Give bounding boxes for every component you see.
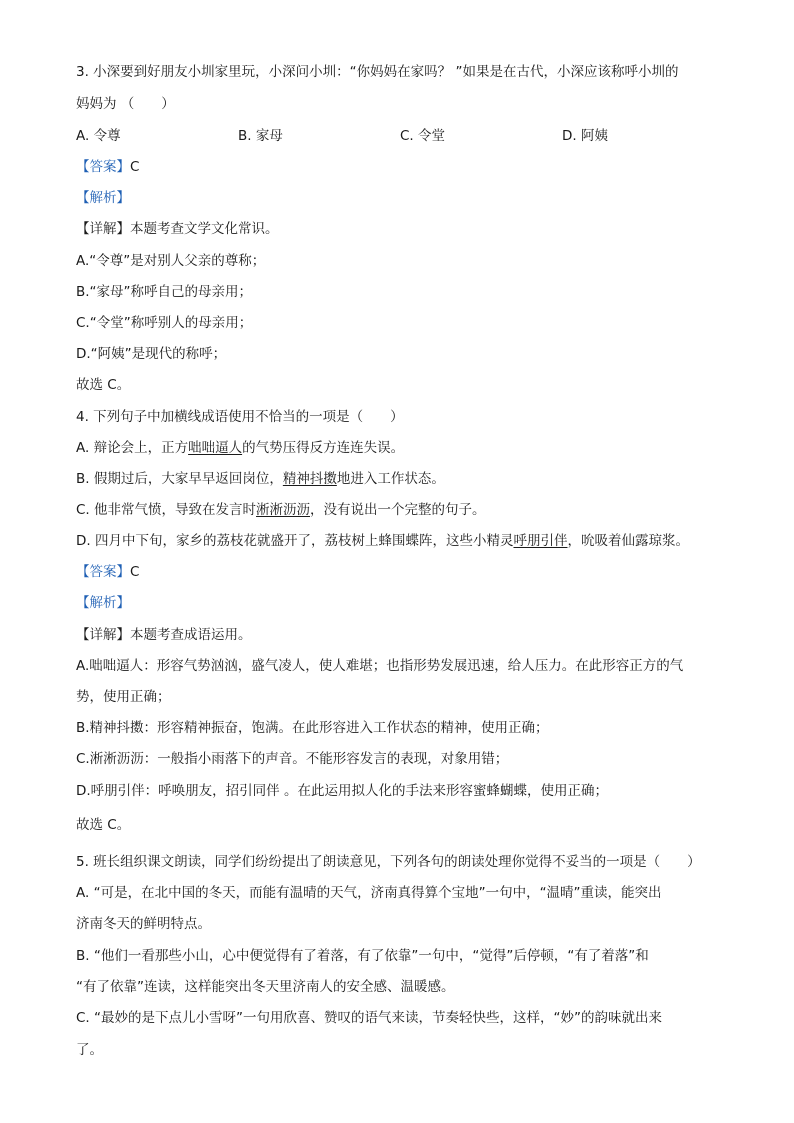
q3-line: D.“阿姨”是现代的称呼； <box>76 346 227 362</box>
q3-stem-line1: 3. 小深要到好朋友小圳家里玩，小深问小圳：“你妈妈在家吗？ ”如果是在古代，小深应该称呼小圳的 <box>76 64 679 80</box>
underlined-idiom: 淅淅沥沥 <box>256 502 311 518</box>
q4-option-d <box>76 532 689 550</box>
q5-stem: 5. 班长组织课文朗读，同学们纷纷提出了朗读意见，下列各句的朗读处理你觉得不妥当的一项是（ ） <box>76 854 701 870</box>
option-text: ，吮吸着仙露琼浆。 <box>567 533 689 549</box>
q5-line: 济南冬天的鲜明特点。 <box>76 916 211 932</box>
q3-option-c: C. 令堂 <box>400 128 446 144</box>
option-text: 地进入工作状态。 <box>336 471 445 487</box>
q5-line: “有了依靠”连读，这样能突出冬天里济南人的安全感、温暖感。 <box>76 979 455 995</box>
q4-detail: 【详解】本题考查成语运用。 <box>76 627 252 643</box>
answer-value: C <box>130 564 140 580</box>
q4-analysis-tag: 【解析】 <box>76 595 130 611</box>
q3-analysis-tag: 【解析】 <box>76 190 130 206</box>
q4-option-b <box>76 470 445 488</box>
q3-line: C.“令堂”称呼别人的母亲用； <box>76 315 253 331</box>
q4-stem: 4. 下列句子中加横线成语使用不恰当的一项是（ ） <box>76 409 404 425</box>
option-text: C. 他非常气愤，导致在发言时 <box>76 502 257 518</box>
option-text: 的气势压得反方连连失误。 <box>242 440 405 456</box>
q5-line: A. “可是，在北中国的冬天，而能有温晴的天气，济南真得算个宝地”一句中，“温晴”重读，能突出 <box>76 885 662 901</box>
q3-detail: 【详解】本题考查文学文化常识。 <box>76 221 279 237</box>
q4-line: D.呼朋引伴：呼唤朋友，招引同伴 。在此运用拟人化的手法来形容蜜蜂蝴蝶，使用正确； <box>76 783 608 799</box>
answer-tag: 【答案】 <box>76 564 130 580</box>
option-text: A. 辩论会上，正方 <box>76 440 189 456</box>
q3-stem-line2: 妈妈为 （ ） <box>76 96 175 112</box>
q5-line: 了。 <box>76 1042 103 1058</box>
answer-tag: 【答案】 <box>76 159 130 175</box>
q3-option-a: A. 令尊 <box>76 128 121 144</box>
q3-line: 故选 C。 <box>76 377 131 393</box>
q3-option-b: B. 家母 <box>238 128 283 144</box>
q4-line: A.咄咄逼人：形容气势汹汹，盛气凌人，使人难堪；也指形势发展迅速，给人压力。在此形容正方的气 <box>76 658 684 674</box>
underlined-idiom: 呼朋引伴 <box>513 533 568 549</box>
q3-answer <box>76 158 139 176</box>
q4-option-c <box>76 501 486 519</box>
q3-option-d: D. 阿姨 <box>562 128 608 144</box>
answer-value: C <box>130 159 140 175</box>
option-text: B. 假期过后，大家早早返回岗位， <box>76 471 283 487</box>
q5-line: C. “最妙的是下点儿小雪呀”一句用欣喜、赞叹的语气来读，节奏轻快些，这样，“妙”的韵味就出来 <box>76 1010 662 1026</box>
q4-answer <box>76 563 139 581</box>
q4-line: 故选 C。 <box>76 817 131 833</box>
q3-line: A.“令尊”是对别人父亲的尊称； <box>76 253 266 269</box>
q5-line: B. “他们一看那些小山，心中便觉得有了着落，有了依靠”一句中，“觉得”后停顿，“有了着落”和 <box>76 948 649 964</box>
q4-option-a <box>76 439 404 457</box>
underlined-idiom: 咄咄逼人 <box>188 440 243 456</box>
option-text: ，没有说出一个完整的句子。 <box>310 502 486 518</box>
q4-line: C.淅淅沥沥：一般指小雨落下的声音。不能形容发言的表现，对象用错； <box>76 751 509 767</box>
q3-line: B.“家母”称呼自己的母亲用； <box>76 284 253 300</box>
q4-line: 势，使用正确； <box>76 689 171 705</box>
option-text: D. 四月中下旬，家乡的荔枝花就盛开了，荔枝树上蜂围蝶阵，这些小精灵 <box>76 533 514 549</box>
q4-line: B.精神抖擞：形容精神振奋，饱满。在此形容进入工作状态的精神，使用正确； <box>76 720 549 736</box>
underlined-idiom: 精神抖擞 <box>282 471 337 487</box>
